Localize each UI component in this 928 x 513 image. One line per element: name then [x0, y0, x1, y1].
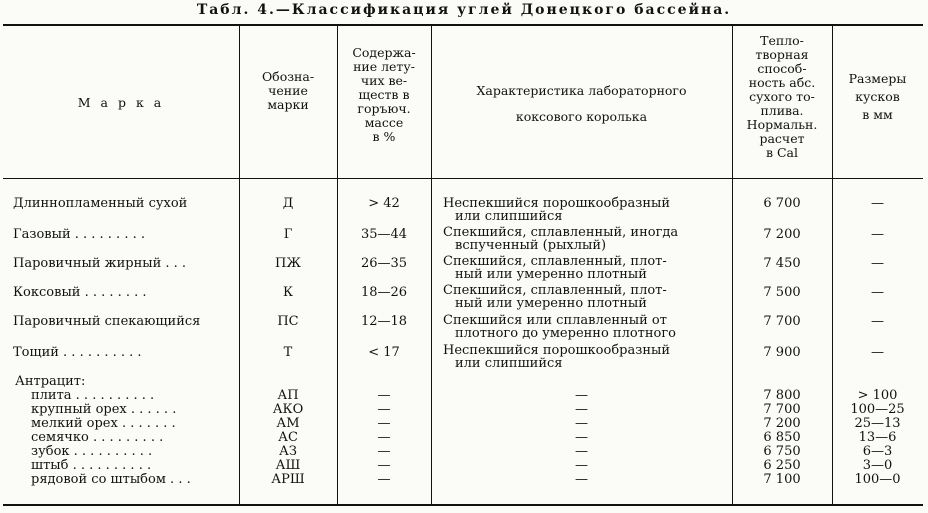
coke-characteristic-cont: ный или умеренно плотный [455, 267, 647, 282]
grade-code: АС [278, 430, 298, 445]
grade-code: АП [277, 388, 299, 403]
calorific-value: 7 200 [763, 227, 801, 242]
coal-grade-name: Коксовый . . . . . . . . [13, 286, 147, 300]
volatile-content: — [377, 402, 391, 417]
coke-characteristic-cont: или слипшийся [455, 209, 563, 224]
volatile-content: — [377, 472, 391, 487]
calorific-value: 7 700 [763, 402, 801, 417]
coal-classification-table [3, 24, 923, 506]
coke-characteristic: Спекшийся, сплавленный, плот- [443, 283, 667, 298]
header-calorific: Тепло- творная способ- ность абс. сухого то- плива. Нормальн. расчет в Cal [746, 33, 818, 160]
coke-characteristic: Спекшийся или сплавленный от [443, 313, 667, 328]
coke-characteristic: Спекшийся, сплавленный, плот- [443, 254, 667, 269]
header-marka: М а р к а [77, 95, 165, 110]
header-designation: Обозна- чение марки [261, 69, 315, 112]
coal-grade-name: Длиннопламенный сухой [13, 197, 188, 211]
grade-code: Т [283, 345, 293, 360]
anthracite-grade-name: мелкий орех . . . . . . . [31, 417, 176, 431]
header-lump-size: Размеры кусков в мм [848, 71, 907, 122]
header-rule [3, 178, 923, 179]
coke-characteristic-cont: плотного до умеренно плотного [455, 326, 676, 341]
volatile-content: — [377, 388, 391, 403]
volatile-content: — [377, 444, 391, 459]
coke-characteristic: Неспекшийся порошкообразный [443, 343, 670, 358]
grade-code: АКО [272, 402, 304, 417]
grade-code: АМ [276, 416, 300, 431]
calorific-value: 6 700 [763, 196, 801, 211]
anthracite-grade-name: семячко . . . . . . . . . [31, 431, 164, 445]
coke-characteristic: Неспекшийся порошкообразный [443, 196, 670, 211]
calorific-value: 7 200 [763, 416, 801, 431]
coke-characteristic: — [575, 430, 588, 445]
volatile-content: < 17 [368, 345, 400, 360]
table-title: Табл. 4.—Классификация углей Донецкого бассейна. [196, 2, 732, 18]
coke-characteristic: — [575, 388, 588, 403]
calorific-value: 7 450 [763, 256, 801, 271]
lump-size: 3—0 [862, 458, 893, 473]
header-characteristic: Характеристика лабораторного коксового королька [476, 83, 687, 124]
lump-size: — [871, 345, 884, 360]
coke-characteristic-cont: вспученный (рыхлый) [455, 238, 607, 253]
lump-size: 100—0 [854, 472, 901, 487]
coke-characteristic: — [575, 472, 588, 487]
grade-code: К [282, 285, 294, 300]
volatile-content: 12—18 [360, 314, 408, 329]
anthracite-group-label: Антрацит: [15, 374, 86, 389]
lump-size: — [871, 285, 884, 300]
coke-characteristic: — [575, 458, 588, 473]
lump-size: 6—3 [862, 444, 893, 459]
calorific-value: 7 500 [763, 285, 801, 300]
coal-grade-name: Тощий . . . . . . . . . . [13, 346, 142, 360]
calorific-value: 6 250 [763, 458, 801, 473]
lump-size: > 100 [857, 388, 898, 403]
lump-size: — [871, 227, 884, 242]
volatile-content: — [377, 458, 391, 473]
anthracite-grade-name: крупный орех . . . . . . [31, 403, 177, 417]
grade-code: Д [282, 196, 294, 211]
calorific-value: 6 750 [763, 444, 801, 459]
grade-code: ПС [277, 314, 299, 329]
coal-grade-name: Паровичный спекающийся [13, 315, 201, 329]
volatile-content: 18—26 [360, 285, 408, 300]
lump-size: — [871, 314, 884, 329]
lump-size: 13—6 [858, 430, 897, 445]
grade-code: АЗ [279, 444, 297, 459]
coke-characteristic-cont: или слипшийся [455, 356, 563, 371]
coke-characteristic: — [575, 444, 588, 459]
coke-characteristic: Спекшийся, сплавленный, иногда [443, 225, 679, 240]
calorific-value: 7 800 [763, 388, 801, 403]
volatile-content: 26—35 [360, 256, 408, 271]
coal-grade-name: Паровичный жирный . . . [13, 257, 187, 271]
grade-code: АРШ [271, 472, 305, 487]
anthracite-grade-name: рядовой со штыбом . . . [31, 473, 191, 487]
lump-size: — [871, 196, 884, 211]
volatile-content: — [377, 430, 391, 445]
coke-characteristic: — [575, 416, 588, 431]
anthracite-grade-name: плита . . . . . . . . . . [31, 389, 155, 403]
grade-code: ПЖ [275, 256, 301, 271]
calorific-value: 7 900 [763, 345, 801, 360]
lump-size: 25—13 [854, 416, 901, 431]
lump-size: — [871, 256, 884, 271]
volatile-content: — [377, 416, 391, 431]
calorific-value: 7 700 [763, 314, 801, 329]
coal-grade-name: Газовый . . . . . . . . . [13, 228, 145, 242]
header-volatile: Содержа- ние лету- чих ве- ществ в горъюч. массе в % [352, 45, 416, 144]
lump-size: 100—25 [850, 402, 905, 417]
coke-characteristic: — [575, 402, 588, 417]
calorific-value: 6 850 [763, 430, 801, 445]
coke-characteristic-cont: ный или умеренно плотный [455, 296, 647, 311]
anthracite-grade-name: зубок . . . . . . . . . . [31, 445, 153, 459]
calorific-value: 7 100 [763, 472, 801, 487]
grade-code: АШ [275, 458, 301, 473]
grade-code: Г [283, 227, 293, 242]
volatile-content: 35—44 [360, 227, 408, 242]
anthracite-grade-name: штыб . . . . . . . . . . [31, 459, 152, 473]
volatile-content: > 42 [368, 196, 400, 211]
